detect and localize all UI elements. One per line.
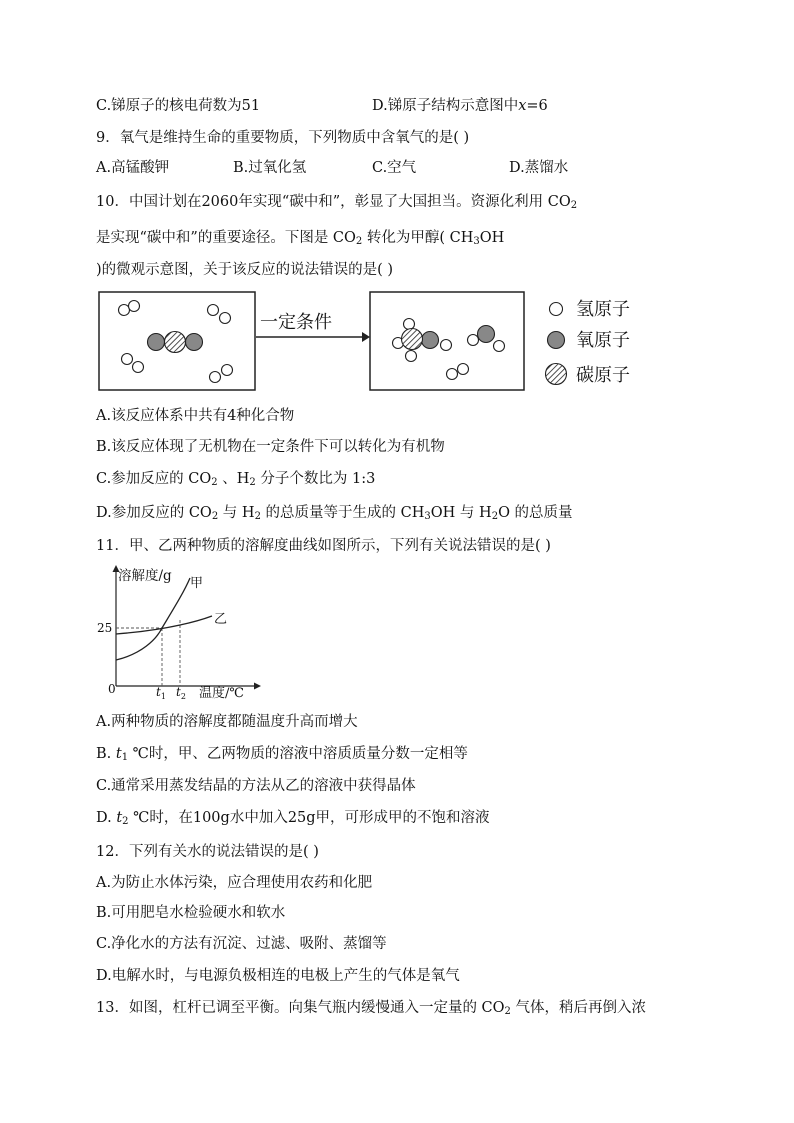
q11-stem: 11．甲、乙两种物质的溶解度曲线如图所示，下列有关说法错误的是( )	[96, 538, 551, 554]
q9-stem: 9．氧气是维持生命的重要物质，下列物质中含氧气的是( )	[96, 130, 470, 146]
q12-option-d: D.电解水时，与电源负极相连的电极上产生的气体是氧气	[96, 968, 460, 984]
series-yi-label: 乙	[214, 612, 228, 627]
q10-option-b: B.该反应体现了无机物在一定条件下可以转化为有机物	[96, 439, 445, 455]
q9-option-a: A.高锰酸钾	[96, 160, 170, 176]
series-jia-label: 甲	[190, 576, 204, 591]
q8-option-d: D.锑原子结构示意图中x=6	[372, 98, 548, 114]
q10-stem-line2: 是实现“碳中和”的重要途径。下图是 $CO_2$ 转化为甲醇( $CH_3OH$	[96, 230, 505, 247]
origin-label: 0	[108, 682, 116, 696]
q10-micro-diagram	[96, 288, 656, 394]
q10-option-c: C.参加反应的 $CO_2$ 、$H_2$ 分子个数比为 1:3	[96, 471, 376, 488]
q12-option-b: B.可用肥皂水检验硬水和软水	[96, 905, 286, 921]
q8-option-c: C.锑原子的核电荷数为51	[96, 98, 261, 114]
q11-option-a: A.两种物质的溶解度都随温度升高而增大	[96, 714, 358, 730]
y-tick-25: 25	[97, 621, 113, 635]
legend-hydrogen-icon	[550, 303, 563, 316]
q9-option-b: B.过氧化氢	[233, 160, 307, 176]
q10-stem-line3: )的微观示意图，关于该反应的说法错误的是( )	[96, 262, 394, 278]
legend-carbon-icon	[546, 364, 567, 385]
x-tick-t1: $t_1$	[156, 685, 166, 701]
q9-option-d: D.蒸馏水	[509, 160, 569, 176]
q13-stem: 13．如图，杠杆已调至平衡。向集气瓶内缓慢通入一定量的 $CO_2$ 气体，稍后再倒入浓	[96, 1000, 647, 1017]
q11-option-d: D. $t_2$ ℃时，在100g水中加入25g甲，可形成甲的不饱和溶液	[96, 810, 490, 827]
legend-hydrogen-label: 氢原子	[576, 299, 630, 320]
x-tick-t2: $t_2$	[176, 685, 186, 701]
q9-option-c: C.空气	[372, 160, 417, 176]
reactant-co2-molecule	[148, 332, 203, 353]
solubility-chart	[96, 562, 266, 702]
q11-option-c: C.通常采用蒸发结晶的方法从乙的溶液中获得晶体	[96, 778, 416, 794]
q11-option-b: B. $t_1$ ℃时，甲、乙两物质的溶液中溶质质量分数一定相等	[96, 746, 468, 763]
q12-option-a: A.为防止水体污染，应合理使用农药和化肥	[96, 875, 373, 891]
q10-stem-line1: 10．中国计划在2060年实现“碳中和”，彰显了大国担当。资源化利用 $CO_2$	[96, 194, 578, 211]
legend-carbon-label: 碳原子	[576, 365, 630, 386]
legend-oxygen-label: 氧原子	[576, 330, 630, 351]
q10-option-a: A.该反应体系中共有4种化合物	[96, 408, 295, 424]
legend-oxygen-icon	[548, 332, 565, 349]
q10-option-d: D.参加反应的 $CO_2$ 与 $H_2$ 的总质量等于生成的 $CH_3OH$ 与 $H_2O$ 的总质量	[96, 505, 573, 522]
q12-stem: 12．下列有关水的说法错误的是( )	[96, 844, 319, 860]
arrow-label: 一定条件	[260, 312, 332, 333]
series-jia-curve	[116, 578, 190, 660]
x-axis-label: 温度/℃	[199, 686, 244, 701]
legend	[546, 299, 631, 386]
y-axis-label: 溶解度/g	[118, 568, 172, 584]
q12-option-c: C.净化水的方法有沉淀、过滤、吸附、蒸馏等	[96, 936, 387, 952]
